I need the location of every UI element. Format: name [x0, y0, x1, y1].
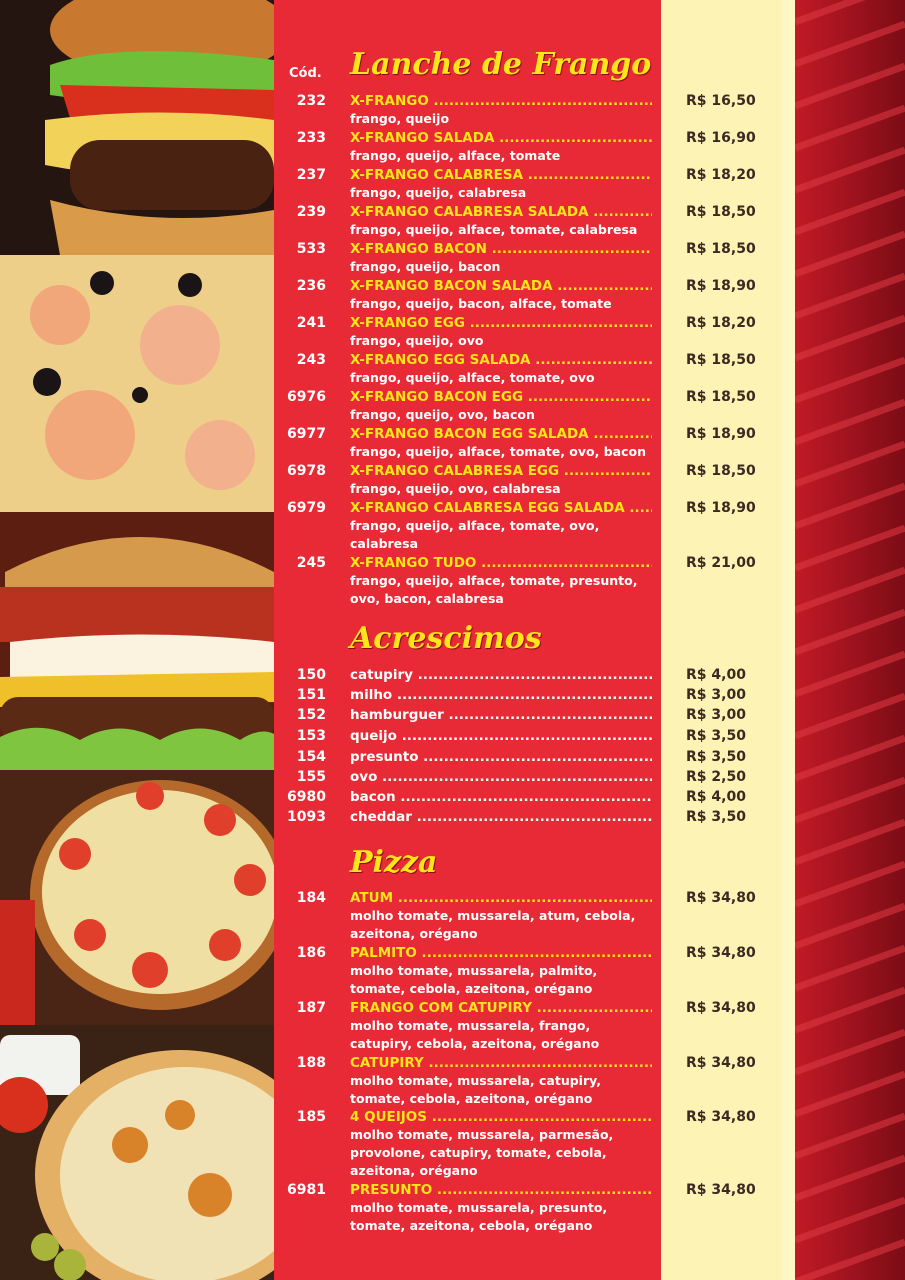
- item-description: frango, queijo, bacon, alface, tomate: [350, 296, 612, 311]
- item-price: R$ 34,80: [686, 1055, 756, 1071]
- item-code: 6979: [287, 500, 326, 516]
- decorative-stripes: [795, 0, 905, 1280]
- item-name: presunto .....: [350, 748, 652, 766]
- item-code: 239: [296, 204, 326, 220]
- item-name: 4 QUEIJOS .....: [350, 1108, 652, 1126]
- item-code: 233: [296, 130, 326, 146]
- item-name: X-FRANGO CALABRESA .....: [350, 166, 652, 184]
- item-code: 153: [296, 728, 326, 744]
- item-name: queijo .....: [350, 727, 652, 745]
- item-price: R$ 18,90: [686, 278, 756, 294]
- item-name: cheddar .....: [350, 808, 652, 826]
- item-price: R$ 4,00: [686, 789, 746, 805]
- item-name: X-FRANGO SALADA .....: [350, 129, 652, 147]
- item-description: frango, queijo, alface, tomate, presunto, ovo, bacon, calabresa: [350, 573, 638, 606]
- item-code: 155: [296, 769, 326, 785]
- item-name: X-FRANGO CALABRESA EGG .....: [350, 462, 652, 480]
- item-description: molho tomate, mussarela, frango, catupiry, cebola, azeitona, orégano: [350, 1018, 600, 1051]
- code-column-header: Cód.: [289, 66, 322, 81]
- item-price: R$ 18,50: [686, 463, 756, 479]
- item-description: molho tomate, mussarela, parmesão, provolone, catupiry, tomate, cebola, azeitona, orégano: [350, 1127, 614, 1178]
- item-name: CATUPIRY .....: [350, 1054, 652, 1072]
- item-name: catupiry .....: [350, 666, 652, 684]
- item-price: R$ 18,50: [686, 389, 756, 405]
- item-description: frango, queijo, bacon: [350, 259, 501, 274]
- section-title: Lanche de Frango: [350, 47, 652, 82]
- item-price: R$ 16,50: [686, 93, 756, 109]
- item-name: milho .....: [350, 686, 652, 704]
- item-code: 154: [296, 749, 326, 765]
- item-price: R$ 34,80: [686, 1109, 756, 1125]
- item-description: frango, queijo, alface, tomate, ovo, bacon: [350, 444, 647, 459]
- item-description: frango, queijo: [350, 111, 450, 126]
- item-code: 1093: [287, 809, 326, 825]
- item-description: frango, queijo, calabresa: [350, 185, 527, 200]
- item-code: 237: [296, 167, 326, 183]
- food-photo-column: [0, 0, 274, 1280]
- item-price: R$ 34,80: [686, 1000, 756, 1016]
- bacon-burger-photo: [0, 512, 274, 770]
- item-code: 6977: [287, 426, 326, 442]
- item-code: 236: [296, 278, 326, 294]
- item-code: 152: [296, 707, 326, 723]
- item-description: molho tomate, mussarela, catupiry, tomate, cebola, azeitona, orégano: [350, 1073, 602, 1106]
- divider-strip: [782, 0, 795, 1280]
- item-description: frango, queijo, alface, tomate: [350, 148, 561, 163]
- item-price: R$ 18,90: [686, 426, 756, 442]
- item-code: 185: [296, 1109, 326, 1125]
- item-price: R$ 3,50: [686, 728, 746, 744]
- item-description: molho tomate, mussarela, atum, cebola, azeitona, orégano: [350, 908, 636, 941]
- item-name: PRESUNTO .....: [350, 1181, 652, 1199]
- section-title: Acrescimos: [350, 621, 542, 656]
- pizza-photo: [0, 255, 274, 512]
- item-price: R$ 34,80: [686, 890, 756, 906]
- item-code: 151: [296, 687, 326, 703]
- item-price: R$ 18,50: [686, 204, 756, 220]
- item-code: 241: [296, 315, 326, 331]
- item-price: R$ 3,00: [686, 707, 746, 723]
- item-description: molho tomate, mussarela, presunto, tomate, azeitona, cebola, orégano: [350, 1200, 608, 1233]
- item-name: ovo .....: [350, 768, 652, 786]
- item-price: R$ 2,50: [686, 769, 746, 785]
- item-code: 6980: [287, 789, 326, 805]
- item-description: frango, queijo, ovo: [350, 333, 484, 348]
- item-name: X-FRANGO EGG .....: [350, 314, 652, 332]
- item-code: 186: [296, 945, 326, 961]
- item-price: R$ 18,50: [686, 352, 756, 368]
- item-description: frango, queijo, alface, tomate, ovo: [350, 370, 595, 385]
- item-code: 232: [296, 93, 326, 109]
- item-code: 6976: [287, 389, 326, 405]
- item-name: ATUM .....: [350, 889, 652, 907]
- item-name: X-FRANGO CALABRESA EGG SALADA .....: [350, 499, 652, 517]
- item-name: X-FRANGO EGG SALADA .....: [350, 351, 652, 369]
- item-description: frango, queijo, ovo, bacon: [350, 407, 535, 422]
- pizza-photo: [0, 770, 274, 1025]
- item-name: X-FRANGO TUDO .....: [350, 554, 652, 572]
- item-code: 6981: [287, 1182, 326, 1198]
- item-price: R$ 18,90: [686, 500, 756, 516]
- item-code: 533: [296, 241, 326, 257]
- item-description: frango, queijo, alface, tomate, calabresa: [350, 222, 638, 237]
- item-name: X-FRANGO BACON EGG .....: [350, 388, 652, 406]
- item-name: X-FRANGO CALABRESA SALADA .....: [350, 203, 652, 221]
- item-name: bacon .....: [350, 788, 652, 806]
- item-description: frango, queijo, ovo, calabresa: [350, 481, 561, 496]
- item-code: 187: [296, 1000, 326, 1016]
- item-code: 184: [296, 890, 326, 906]
- item-name: X-FRANGO .....: [350, 92, 652, 110]
- item-name: hamburguer .....: [350, 706, 652, 724]
- item-price: R$ 4,00: [686, 667, 746, 683]
- item-code: 243: [296, 352, 326, 368]
- item-name: FRANGO COM CATUPIRY .....: [350, 999, 652, 1017]
- item-description: molho tomate, mussarela, palmito, tomate, cebola, azeitona, orégano: [350, 963, 598, 996]
- burger-photo: [0, 0, 274, 255]
- item-price: R$ 3,00: [686, 687, 746, 703]
- item-code: 188: [296, 1055, 326, 1071]
- item-price: R$ 3,50: [686, 809, 746, 825]
- item-price: R$ 18,20: [686, 315, 756, 331]
- item-price: R$ 34,80: [686, 1182, 756, 1198]
- item-description: frango, queijo, alface, tomate, ovo, calabresa: [350, 518, 600, 551]
- item-code: 6978: [287, 463, 326, 479]
- pizza-photo: [0, 1025, 274, 1280]
- item-name: PALMITO .....: [350, 944, 652, 962]
- item-price: R$ 3,50: [686, 749, 746, 765]
- item-price: R$ 18,20: [686, 167, 756, 183]
- section-title: Pizza: [350, 845, 438, 880]
- item-price: R$ 16,90: [686, 130, 756, 146]
- item-name: X-FRANGO BACON EGG SALADA .....: [350, 425, 652, 443]
- item-code: 150: [296, 667, 326, 683]
- item-name: X-FRANGO BACON SALADA .....: [350, 277, 652, 295]
- item-price: R$ 34,80: [686, 945, 756, 961]
- item-code: 245: [296, 555, 326, 571]
- item-price: R$ 21,00: [686, 555, 756, 571]
- item-price: R$ 18,50: [686, 241, 756, 257]
- price-column: [661, 0, 782, 1280]
- item-name: X-FRANGO BACON .....: [350, 240, 652, 258]
